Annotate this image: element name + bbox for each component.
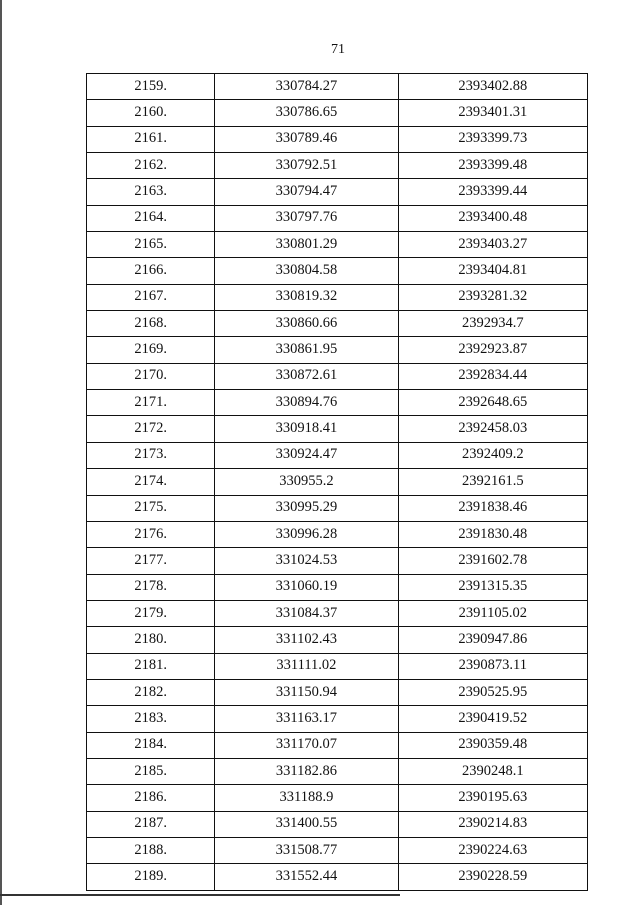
x-coordinate-cell: 330924.47 [215,442,398,468]
row-number-cell: 2188. [87,837,215,863]
y-coordinate-cell: 2392161.5 [398,469,587,495]
x-coordinate-cell: 330784.27 [215,74,398,100]
x-coordinate-cell: 331182.86 [215,758,398,784]
y-coordinate-cell: 2393400.48 [398,205,587,231]
y-coordinate-cell: 2393403.27 [398,232,587,258]
table-row [87,811,588,837]
table-row [87,258,588,284]
table-row [87,469,588,495]
x-coordinate-cell: 330955.2 [215,469,398,495]
x-coordinate-cell: 331084.37 [215,600,398,626]
y-coordinate-cell: 2390224.63 [398,837,587,863]
x-coordinate-cell: 330995.29 [215,495,398,521]
row-number-cell: 2168. [87,311,215,337]
x-coordinate-cell: 330860.66 [215,311,398,337]
x-coordinate-cell: 330789.46 [215,126,398,152]
y-coordinate-cell: 2390873.11 [398,653,587,679]
x-coordinate-cell: 330918.41 [215,416,398,442]
table-row [87,837,588,863]
y-coordinate-cell: 2390525.95 [398,679,587,705]
x-coordinate-cell: 330804.58 [215,258,398,284]
y-coordinate-cell: 2390419.52 [398,706,587,732]
table-row [87,627,588,653]
y-coordinate-cell: 2391105.02 [398,600,587,626]
y-coordinate-cell: 2393281.32 [398,284,587,310]
y-coordinate-cell: 2390228.59 [398,864,587,890]
x-coordinate-cell: 330894.76 [215,390,398,416]
x-coordinate-cell: 330819.32 [215,284,398,310]
table-row [87,179,588,205]
y-coordinate-cell: 2392648.65 [398,390,587,416]
y-coordinate-cell: 2392834.44 [398,363,587,389]
x-coordinate-cell: 331508.77 [215,837,398,863]
x-coordinate-cell: 331150.94 [215,679,398,705]
x-coordinate-cell: 331060.19 [215,574,398,600]
row-number-cell: 2178. [87,574,215,600]
row-number-cell: 2183. [87,706,215,732]
table-row [87,363,588,389]
table-row [87,521,588,547]
y-coordinate-cell: 2390214.83 [398,811,587,837]
table-row [87,785,588,811]
scan-bottom-edge [0,894,400,896]
y-coordinate-cell: 2390947.86 [398,627,587,653]
table-row [87,205,588,231]
table-row [87,495,588,521]
x-coordinate-cell: 331400.55 [215,811,398,837]
x-coordinate-cell: 330786.65 [215,100,398,126]
x-coordinate-cell: 331163.17 [215,706,398,732]
table-row [87,284,588,310]
x-coordinate-cell: 330797.76 [215,205,398,231]
row-number-cell: 2177. [87,548,215,574]
table-row [87,758,588,784]
table-row [87,653,588,679]
y-coordinate-cell: 2391838.46 [398,495,587,521]
x-coordinate-cell: 330996.28 [215,521,398,547]
row-number-cell: 2187. [87,811,215,837]
y-coordinate-cell: 2392458.03 [398,416,587,442]
x-coordinate-cell: 330792.51 [215,153,398,179]
row-number-cell: 2169. [87,337,215,363]
row-number-cell: 2179. [87,600,215,626]
row-number-cell: 2173. [87,442,215,468]
row-number-cell: 2174. [87,469,215,495]
row-number-cell: 2167. [87,284,215,310]
table-row [87,100,588,126]
y-coordinate-cell: 2392923.87 [398,337,587,363]
x-coordinate-cell: 331552.44 [215,864,398,890]
x-coordinate-cell: 330861.95 [215,337,398,363]
row-number-cell: 2170. [87,363,215,389]
y-coordinate-cell: 2391830.48 [398,521,587,547]
x-coordinate-cell: 331102.43 [215,627,398,653]
y-coordinate-cell: 2393399.44 [398,179,587,205]
x-coordinate-cell: 330872.61 [215,363,398,389]
x-coordinate-cell: 330801.29 [215,232,398,258]
y-coordinate-cell: 2393399.48 [398,153,587,179]
row-number-cell: 2180. [87,627,215,653]
row-number-cell: 2186. [87,785,215,811]
row-number-cell: 2184. [87,732,215,758]
y-coordinate-cell: 2390248.1 [398,758,587,784]
row-number-cell: 2182. [87,679,215,705]
scan-left-edge [0,0,2,905]
table-row [87,574,588,600]
row-number-cell: 2189. [87,864,215,890]
y-coordinate-cell: 2391602.78 [398,548,587,574]
table-row [87,337,588,363]
x-coordinate-cell: 331188.9 [215,785,398,811]
table-row [87,126,588,152]
row-number-cell: 2161. [87,126,215,152]
y-coordinate-cell: 2393401.31 [398,100,587,126]
table-row [87,153,588,179]
coordinates-table [86,73,588,891]
row-number-cell: 2176. [87,521,215,547]
coordinates-table-body [87,74,588,891]
row-number-cell: 2159. [87,74,215,100]
table-row [87,442,588,468]
table-row [87,732,588,758]
row-number-cell: 2175. [87,495,215,521]
row-number-cell: 2185. [87,758,215,784]
row-number-cell: 2163. [87,179,215,205]
table-row [87,232,588,258]
row-number-cell: 2162. [87,153,215,179]
table-row [87,74,588,100]
x-coordinate-cell: 331170.07 [215,732,398,758]
table-row [87,416,588,442]
x-coordinate-cell: 331024.53 [215,548,398,574]
page-number: 71 [331,42,345,57]
table-row [87,706,588,732]
table-row [87,600,588,626]
y-coordinate-cell: 2393404.81 [398,258,587,284]
x-coordinate-cell: 331111.02 [215,653,398,679]
table-row [87,311,588,337]
row-number-cell: 2171. [87,390,215,416]
row-number-cell: 2181. [87,653,215,679]
y-coordinate-cell: 2393399.73 [398,126,587,152]
table-row [87,679,588,705]
y-coordinate-cell: 2390195.63 [398,785,587,811]
x-coordinate-cell: 330794.47 [215,179,398,205]
y-coordinate-cell: 2392409.2 [398,442,587,468]
table-row [87,864,588,890]
table-row [87,548,588,574]
row-number-cell: 2160. [87,100,215,126]
row-number-cell: 2164. [87,205,215,231]
table-row [87,390,588,416]
row-number-cell: 2165. [87,232,215,258]
row-number-cell: 2172. [87,416,215,442]
y-coordinate-cell: 2393402.88 [398,74,587,100]
row-number-cell: 2166. [87,258,215,284]
y-coordinate-cell: 2392934.7 [398,311,587,337]
y-coordinate-cell: 2390359.48 [398,732,587,758]
y-coordinate-cell: 2391315.35 [398,574,587,600]
